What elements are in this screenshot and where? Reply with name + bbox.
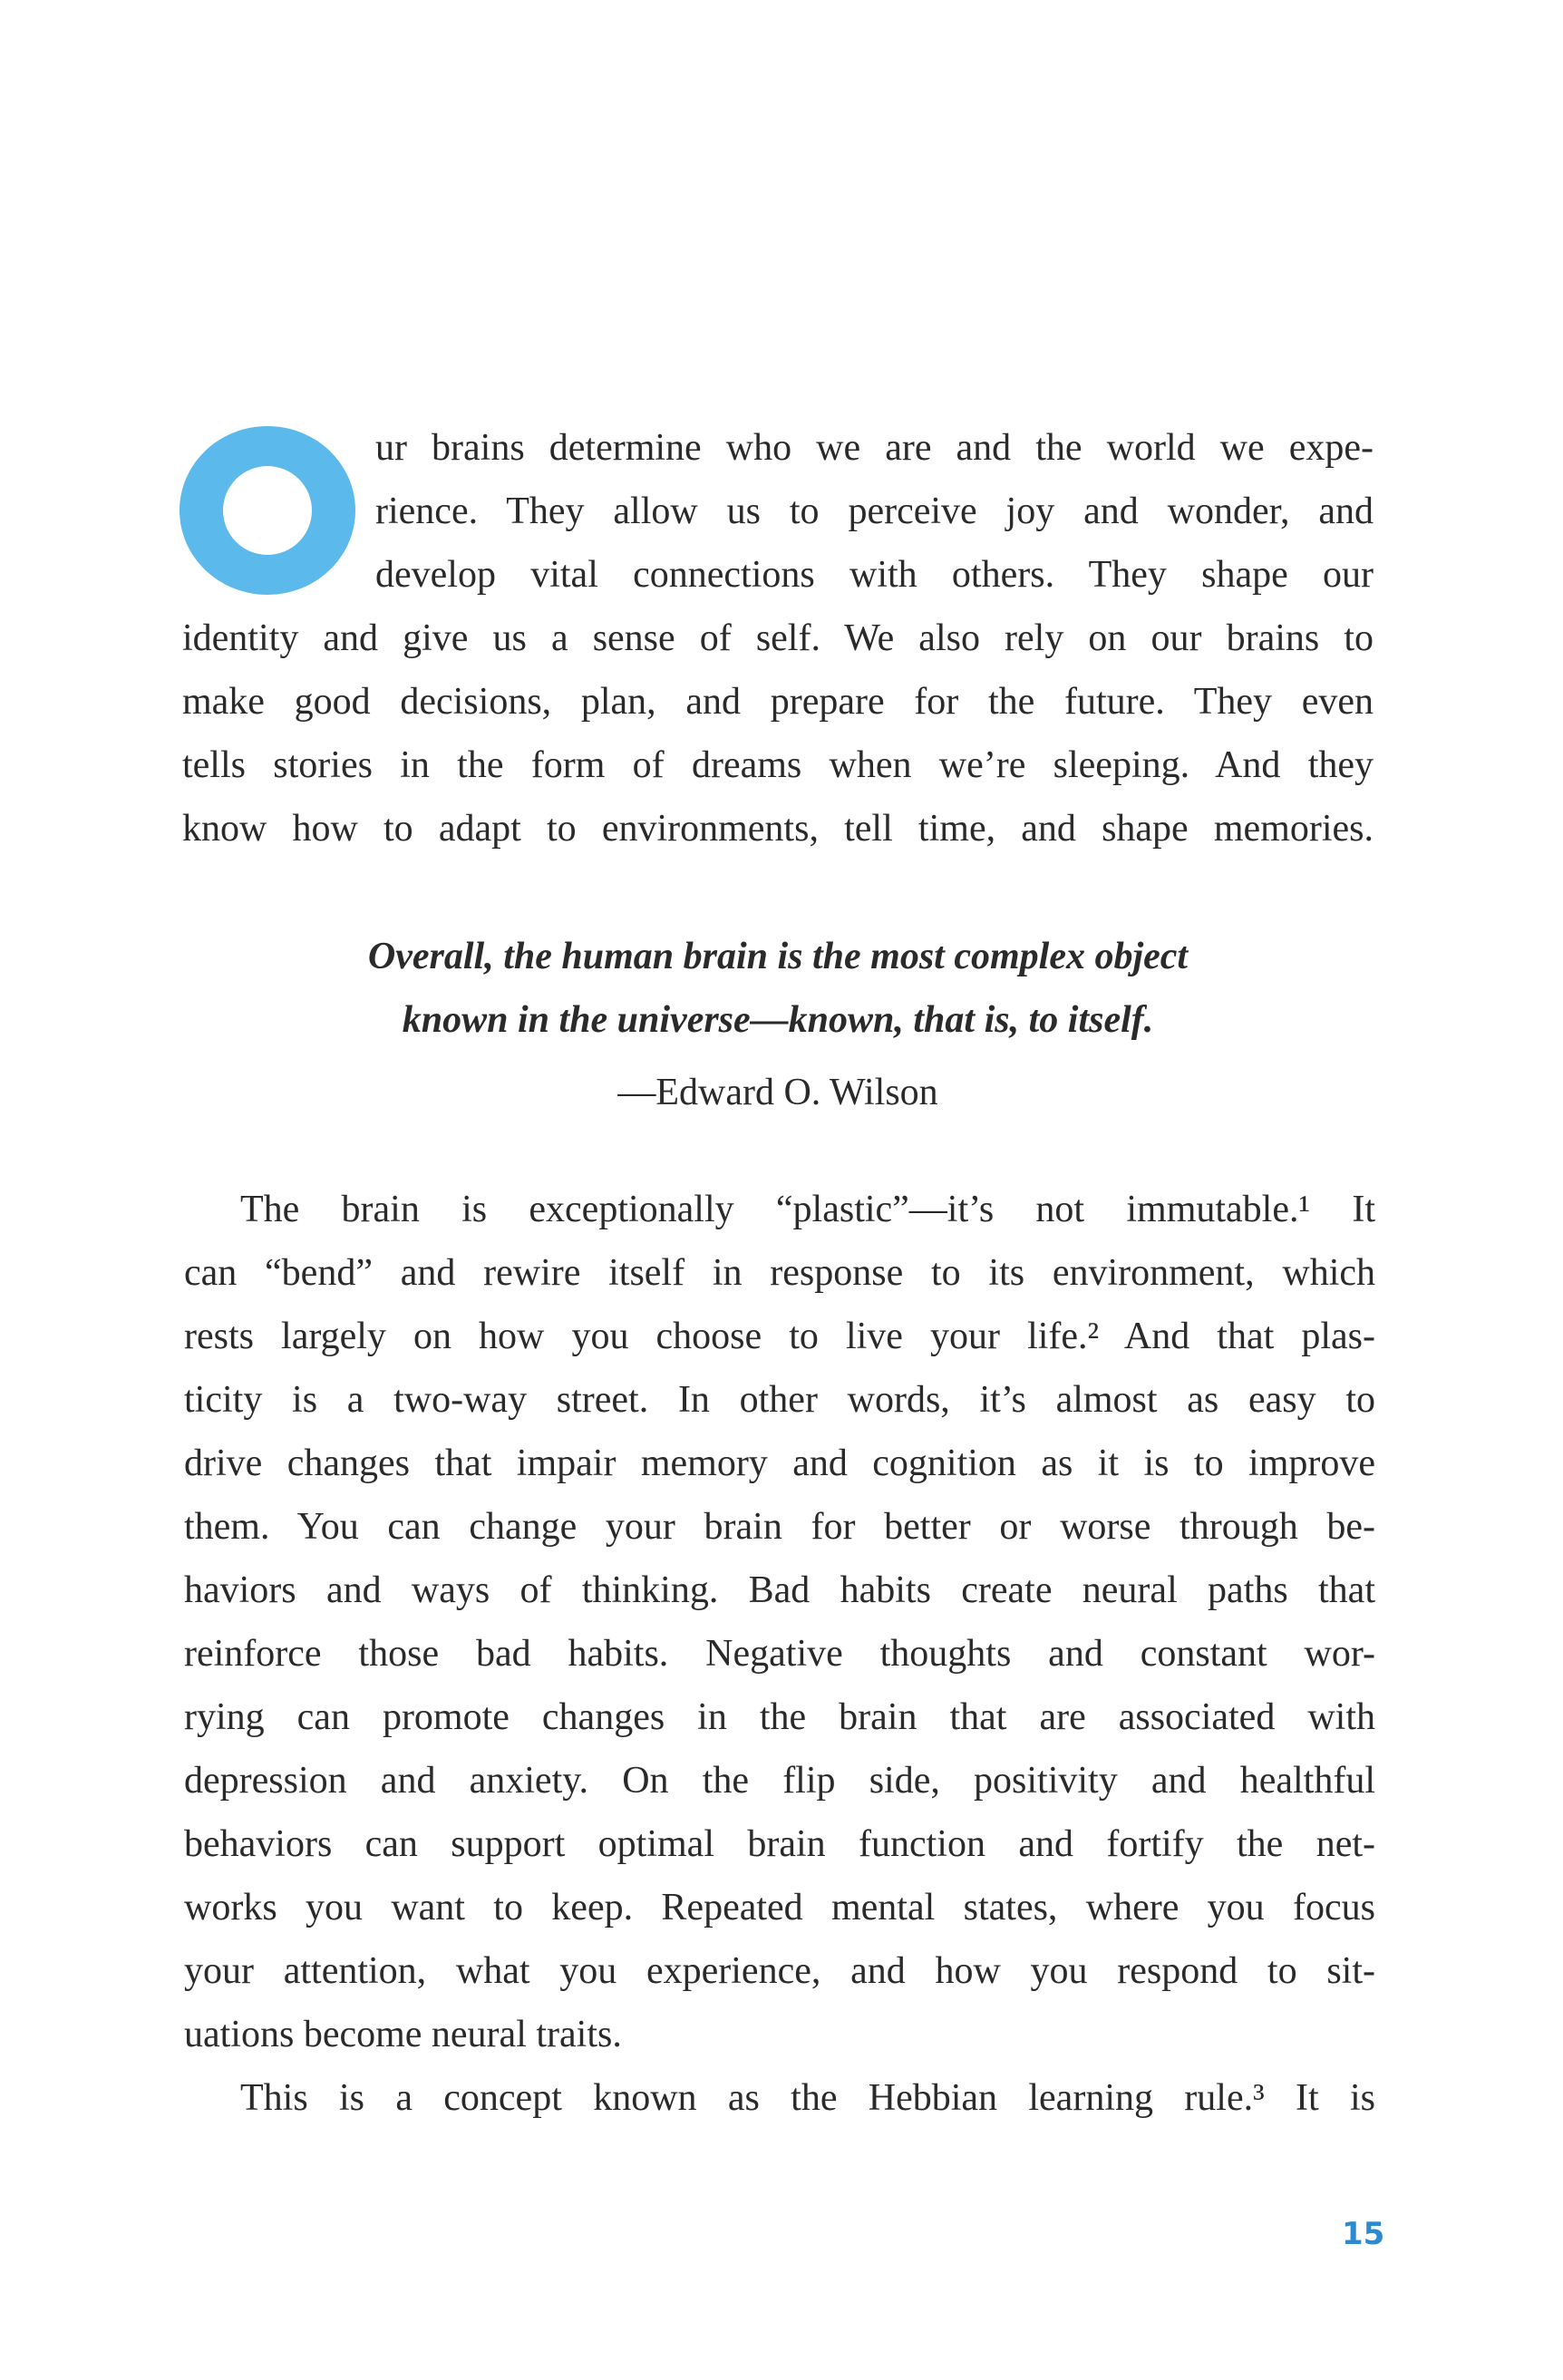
text-line: identity and give us a sense of self. We also rely on our brains to — [182, 617, 1374, 659]
page-number: 15 — [1342, 2216, 1385, 2252]
paragraph-1-indented — [375, 416, 1374, 607]
text-line: your attention, what you experience, and how you respond to sit- — [184, 1950, 1375, 1992]
text-line: depression and anxiety. On the flip side, positivity and healthful — [184, 1760, 1375, 1802]
quote-attribution: —Edward O. Wilson — [617, 1072, 938, 1113]
text-line: them. You can change your brain for better or worse through be- — [184, 1506, 1375, 1548]
text-line: develop vital connections with others. They shape our — [375, 554, 1374, 596]
text-line: rience. They allow us to perceive joy and wonder, and — [375, 491, 1374, 532]
text-line: ticity is a two-way street. In other words, it’s almost as easy to — [184, 1379, 1375, 1421]
text-line: rying can promote changes in the brain that are associated with — [184, 1696, 1375, 1738]
quote-line: Overall, the human brain is the most complex object — [367, 936, 1189, 977]
text-line: This is a concept known as the Hebbian learning rule.³ It is — [240, 2077, 1375, 2119]
text-line: rests largely on how you choose to live your life.² And that plas- — [184, 1316, 1375, 1357]
text-line: ur brains determine who we are and the world we expe- — [375, 427, 1374, 469]
text-line: works you want to keep. Repeated mental states, where you focus — [184, 1887, 1375, 1928]
text-line: The brain is exceptionally “plastic”—it’s not immutable.¹ It — [240, 1189, 1375, 1230]
text-line: uations become neural traits. — [184, 2014, 622, 2055]
text-line: know how to adapt to environments, tell time, and shape memories. — [182, 808, 1374, 850]
text-line: reinforce those bad habits. Negative thoughts and constant wor- — [184, 1633, 1375, 1675]
text-line: behaviors can support optimal brain function and fortify the net- — [184, 1823, 1375, 1865]
paragraph-2 — [184, 1178, 1375, 2130]
text-line: tells stories in the form of dreams when we’re sleeping. And they — [182, 744, 1374, 786]
text-line: can “bend” and rewire itself in response to its environment, which — [184, 1252, 1375, 1294]
text-line: haviors and ways of thinking. Bad habits create neural paths that — [184, 1569, 1375, 1611]
drop-cap-o — [180, 426, 355, 595]
epigraph-quote — [182, 925, 1374, 1124]
text-line: make good decisions, plan, and prepare for the future. They even — [182, 681, 1374, 723]
drop-cap-ring — [180, 426, 355, 595]
paragraph-1 — [182, 607, 1374, 860]
quote-line: known in the universe—known, that is, to itself. — [402, 999, 1154, 1041]
text-line: drive changes that impair memory and cognition as it is to improve — [184, 1443, 1375, 1484]
